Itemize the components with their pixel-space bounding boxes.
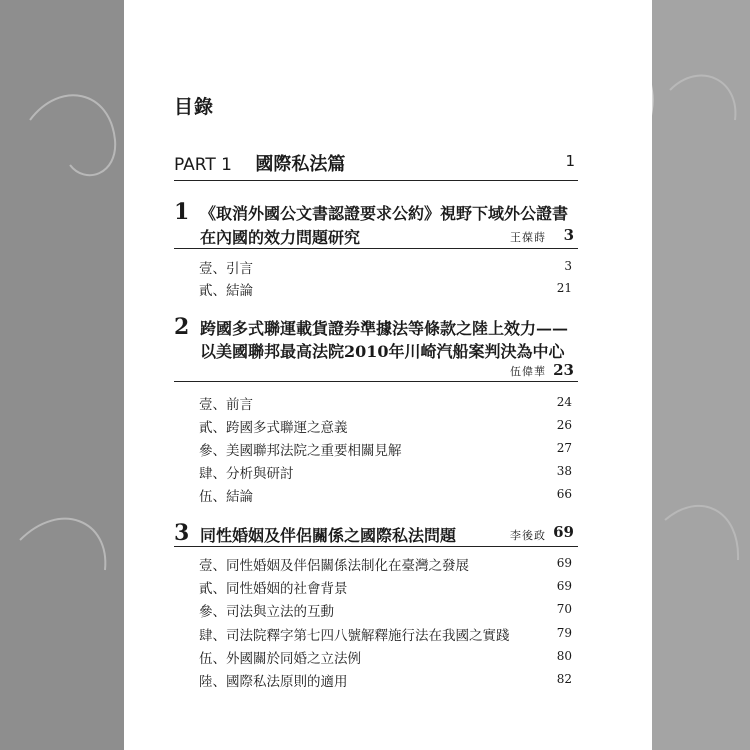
toc-item-page: 70 [556, 602, 572, 616]
chapter-number: 2 [174, 314, 190, 340]
toc-item[interactable]: 伍、外國關於同婚之立法例 [199, 651, 361, 667]
toc-item-page: 3 [564, 259, 572, 273]
toc-item-page: 24 [556, 395, 572, 409]
toc-item[interactable]: 陸、國際私法原則的適用 [199, 674, 348, 690]
toc-item-page: 26 [556, 418, 572, 432]
toc-item[interactable]: 貳、同性婚姻的社會背景 [199, 581, 348, 597]
part-page-number: 1 [565, 152, 575, 170]
toc-item[interactable]: 肆、分析與研討 [199, 466, 294, 482]
toc-item-page: 82 [556, 672, 572, 686]
chapter-title-line[interactable]: 跨國多式聯運載貨證券準據法等條款之陸上效力—— [200, 319, 569, 338]
chapter-page-number: 3 [563, 226, 574, 244]
chapter-page-number: 69 [553, 523, 574, 541]
toc-item[interactable]: 貳、結論 [199, 283, 253, 299]
toc-item-page: 38 [556, 464, 572, 478]
part-divider [174, 180, 578, 181]
chapter-title-line[interactable]: 同性婚姻及伴侶關係之國際私法問題 [200, 526, 457, 545]
chapter-author: 伍偉華 [510, 365, 546, 378]
toc-item[interactable]: 壹、前言 [199, 397, 253, 413]
chapter-number: 1 [174, 199, 190, 225]
chapter-title-line[interactable]: 以美國聯邦最高法院2010年川崎汽船案判決為中心 [200, 342, 565, 361]
chapter-number: 3 [174, 520, 190, 546]
toc-item[interactable]: 參、司法與立法的互動 [199, 604, 334, 620]
part-label: PART 1 [174, 155, 232, 175]
toc-item[interactable]: 參、美國聯邦法院之重要相關見解 [199, 443, 402, 459]
toc-item[interactable]: 伍、結論 [199, 489, 253, 505]
toc-item-page: 79 [556, 626, 572, 640]
chapter-title-line[interactable]: 在內國的效力問題研究 [200, 228, 361, 247]
chapter-divider [174, 381, 578, 382]
toc-item-page: 66 [556, 487, 572, 501]
toc-item[interactable]: 壹、引言 [199, 261, 253, 277]
toc-item[interactable]: 貳、跨國多式聯運之意義 [199, 420, 348, 436]
toc-item-page: 69 [556, 556, 572, 570]
chapter-title-line[interactable]: 《取消外國公文書認證要求公約》視野下域外公證書 [200, 204, 569, 223]
chapter-divider [174, 248, 578, 249]
chapter-page-number: 23 [553, 361, 574, 379]
toc-item-page: 80 [556, 649, 572, 663]
toc-item[interactable]: 壹、同性婚姻及伴侶關係法制化在臺灣之發展 [199, 558, 469, 574]
page-title: 目錄 [174, 96, 215, 118]
chapter-author: 王葆蒔 [510, 231, 546, 244]
chapter-author: 李後政 [510, 529, 546, 542]
toc-item-page: 27 [556, 441, 572, 455]
toc-item[interactable]: 肆、司法院釋字第七四八號解釋施行法在我國之實踐 [199, 628, 510, 644]
chapter-divider [174, 546, 578, 547]
toc-item-page: 21 [556, 281, 572, 295]
toc-item-page: 69 [556, 579, 572, 593]
part-heading[interactable] [174, 150, 345, 176]
part-name: 國際私法篇 [255, 154, 346, 175]
